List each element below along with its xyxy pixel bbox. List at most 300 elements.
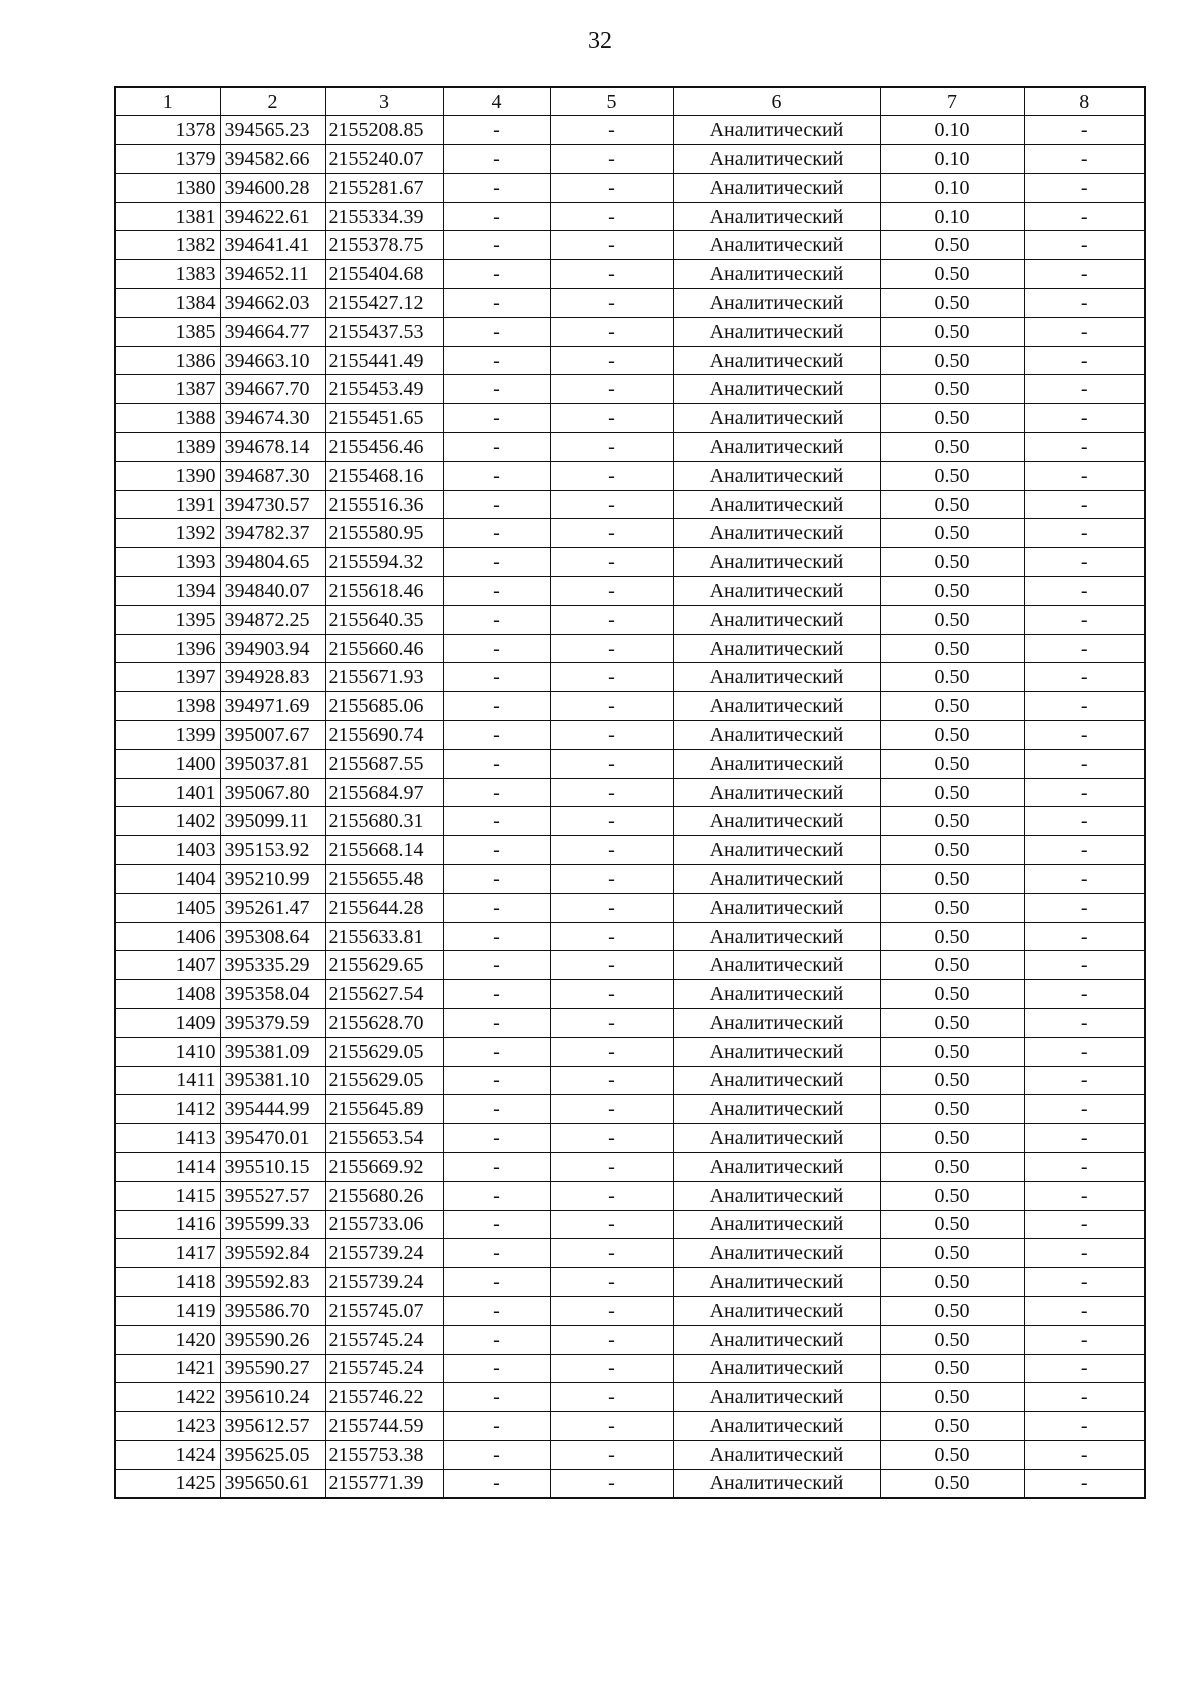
table-row <box>115 548 1145 577</box>
column-5-cell: - <box>550 605 673 634</box>
column-4-cell: - <box>443 289 550 318</box>
column-5-cell: - <box>550 1296 673 1325</box>
accuracy-cell: 0.50 <box>880 1383 1024 1412</box>
x-coordinate-cell: 394652.11 <box>220 260 325 289</box>
point-number-cell: 1415 <box>115 1181 220 1210</box>
method-cell: Аналитический <box>673 1152 880 1181</box>
method-cell: Аналитический <box>673 893 880 922</box>
point-number-cell: 1390 <box>115 461 220 490</box>
table-row <box>115 375 1145 404</box>
table-row <box>115 404 1145 433</box>
y-coordinate-cell: 2155281.67 <box>325 173 443 202</box>
x-coordinate-cell: 394782.37 <box>220 519 325 548</box>
y-coordinate-cell: 2155645.89 <box>325 1095 443 1124</box>
point-number-cell: 1416 <box>115 1210 220 1239</box>
method-cell: Аналитический <box>673 1354 880 1383</box>
x-coordinate-cell: 395470.01 <box>220 1124 325 1153</box>
column-5-cell: - <box>550 721 673 750</box>
column-5-cell: - <box>550 1239 673 1268</box>
y-coordinate-cell: 2155580.95 <box>325 519 443 548</box>
column-8-cell: - <box>1024 1037 1145 1066</box>
method-cell: Аналитический <box>673 202 880 231</box>
accuracy-cell: 0.50 <box>880 1412 1024 1441</box>
table-row <box>115 951 1145 980</box>
column-4-cell: - <box>443 951 550 980</box>
column-5-cell: - <box>550 433 673 462</box>
column-4-cell: - <box>443 980 550 1009</box>
column-8-cell: - <box>1024 260 1145 289</box>
table-row <box>115 922 1145 951</box>
method-cell: Аналитический <box>673 289 880 318</box>
x-coordinate-cell: 395510.15 <box>220 1152 325 1181</box>
column-4-cell: - <box>443 1296 550 1325</box>
y-coordinate-cell: 2155456.46 <box>325 433 443 462</box>
point-number-cell: 1392 <box>115 519 220 548</box>
accuracy-cell: 0.10 <box>880 116 1024 145</box>
point-number-cell: 1408 <box>115 980 220 1009</box>
column-5-cell: - <box>550 1469 673 1498</box>
x-coordinate-cell: 395610.24 <box>220 1383 325 1412</box>
column-8-cell: - <box>1024 548 1145 577</box>
column-8-cell: - <box>1024 202 1145 231</box>
method-cell: Аналитический <box>673 461 880 490</box>
point-number-cell: 1405 <box>115 893 220 922</box>
column-8-cell: - <box>1024 519 1145 548</box>
column-8-cell: - <box>1024 375 1145 404</box>
column-5-cell: - <box>550 749 673 778</box>
x-coordinate-cell: 395592.83 <box>220 1268 325 1297</box>
column-header-2: 2 <box>220 87 325 116</box>
method-cell: Аналитический <box>673 519 880 548</box>
column-5-cell: - <box>550 1009 673 1038</box>
point-number-cell: 1425 <box>115 1469 220 1498</box>
method-cell: Аналитический <box>673 173 880 202</box>
column-8-cell: - <box>1024 1124 1145 1153</box>
table-row <box>115 519 1145 548</box>
column-8-cell: - <box>1024 605 1145 634</box>
column-4-cell: - <box>443 1469 550 1498</box>
accuracy-cell: 0.10 <box>880 173 1024 202</box>
accuracy-cell: 0.50 <box>880 1325 1024 1354</box>
column-4-cell: - <box>443 1210 550 1239</box>
accuracy-cell: 0.50 <box>880 1095 1024 1124</box>
y-coordinate-cell: 2155240.07 <box>325 145 443 174</box>
x-coordinate-cell: 394600.28 <box>220 173 325 202</box>
column-4-cell: - <box>443 548 550 577</box>
accuracy-cell: 0.50 <box>880 778 1024 807</box>
y-coordinate-cell: 2155208.85 <box>325 116 443 145</box>
column-4-cell: - <box>443 577 550 606</box>
page-number: 32 <box>588 28 612 54</box>
method-cell: Аналитический <box>673 433 880 462</box>
y-coordinate-cell: 2155618.46 <box>325 577 443 606</box>
point-number-cell: 1394 <box>115 577 220 606</box>
column-8-cell: - <box>1024 1009 1145 1038</box>
column-5-cell: - <box>550 202 673 231</box>
point-number-cell: 1409 <box>115 1009 220 1038</box>
x-coordinate-cell: 395099.11 <box>220 807 325 836</box>
column-4-cell: - <box>443 116 550 145</box>
x-coordinate-cell: 395444.99 <box>220 1095 325 1124</box>
column-4-cell: - <box>443 721 550 750</box>
column-4-cell: - <box>443 375 550 404</box>
y-coordinate-cell: 2155687.55 <box>325 749 443 778</box>
method-cell: Аналитический <box>673 260 880 289</box>
point-number-cell: 1419 <box>115 1296 220 1325</box>
table-row <box>115 663 1145 692</box>
column-8-cell: - <box>1024 836 1145 865</box>
table-row <box>115 1354 1145 1383</box>
column-4-cell: - <box>443 893 550 922</box>
y-coordinate-cell: 2155334.39 <box>325 202 443 231</box>
method-cell: Аналитический <box>673 663 880 692</box>
point-number-cell: 1414 <box>115 1152 220 1181</box>
column-5-cell: - <box>550 1210 673 1239</box>
accuracy-cell: 0.50 <box>880 433 1024 462</box>
table-row <box>115 721 1145 750</box>
column-4-cell: - <box>443 1354 550 1383</box>
y-coordinate-cell: 2155771.39 <box>325 1469 443 1498</box>
x-coordinate-cell: 395381.10 <box>220 1066 325 1095</box>
column-4-cell: - <box>443 145 550 174</box>
method-cell: Аналитический <box>673 836 880 865</box>
column-5-cell: - <box>550 1440 673 1469</box>
point-number-cell: 1402 <box>115 807 220 836</box>
column-4-cell: - <box>443 346 550 375</box>
column-8-cell: - <box>1024 231 1145 260</box>
x-coordinate-cell: 394687.30 <box>220 461 325 490</box>
column-5-cell: - <box>550 807 673 836</box>
accuracy-cell: 0.50 <box>880 865 1024 894</box>
x-coordinate-cell: 395153.92 <box>220 836 325 865</box>
column-5-cell: - <box>550 548 673 577</box>
column-5-cell: - <box>550 260 673 289</box>
point-number-cell: 1380 <box>115 173 220 202</box>
column-8-cell: - <box>1024 1181 1145 1210</box>
method-cell: Аналитический <box>673 317 880 346</box>
column-8-cell: - <box>1024 433 1145 462</box>
table-row <box>115 260 1145 289</box>
point-number-cell: 1397 <box>115 663 220 692</box>
point-number-cell: 1395 <box>115 605 220 634</box>
point-number-cell: 1423 <box>115 1412 220 1441</box>
x-coordinate-cell: 395599.33 <box>220 1210 325 1239</box>
column-4-cell: - <box>443 1412 550 1441</box>
method-cell: Аналитический <box>673 1009 880 1038</box>
column-5-cell: - <box>550 577 673 606</box>
column-4-cell: - <box>443 433 550 462</box>
x-coordinate-cell: 395592.84 <box>220 1239 325 1268</box>
column-5-cell: - <box>550 317 673 346</box>
method-cell: Аналитический <box>673 951 880 980</box>
y-coordinate-cell: 2155437.53 <box>325 317 443 346</box>
column-4-cell: - <box>443 1095 550 1124</box>
column-5-cell: - <box>550 1152 673 1181</box>
method-cell: Аналитический <box>673 721 880 750</box>
column-4-cell: - <box>443 605 550 634</box>
accuracy-cell: 0.50 <box>880 836 1024 865</box>
x-coordinate-cell: 394582.66 <box>220 145 325 174</box>
table-row <box>115 1037 1145 1066</box>
point-number-cell: 1396 <box>115 634 220 663</box>
x-coordinate-cell: 394678.14 <box>220 433 325 462</box>
column-8-cell: - <box>1024 116 1145 145</box>
column-8-cell: - <box>1024 721 1145 750</box>
method-cell: Аналитический <box>673 1239 880 1268</box>
column-5-cell: - <box>550 663 673 692</box>
x-coordinate-cell: 394928.83 <box>220 663 325 692</box>
column-4-cell: - <box>443 202 550 231</box>
column-8-cell: - <box>1024 1412 1145 1441</box>
column-8-cell: - <box>1024 980 1145 1009</box>
column-8-cell: - <box>1024 490 1145 519</box>
accuracy-cell: 0.50 <box>880 346 1024 375</box>
accuracy-cell: 0.50 <box>880 1066 1024 1095</box>
point-number-cell: 1406 <box>115 922 220 951</box>
column-4-cell: - <box>443 865 550 894</box>
method-cell: Аналитический <box>673 577 880 606</box>
method-cell: Аналитический <box>673 490 880 519</box>
x-coordinate-cell: 395381.09 <box>220 1037 325 1066</box>
column-4-cell: - <box>443 1440 550 1469</box>
x-coordinate-cell: 394903.94 <box>220 634 325 663</box>
point-number-cell: 1418 <box>115 1268 220 1297</box>
y-coordinate-cell: 2155685.06 <box>325 692 443 721</box>
y-coordinate-cell: 2155633.81 <box>325 922 443 951</box>
x-coordinate-cell: 394662.03 <box>220 289 325 318</box>
accuracy-cell: 0.50 <box>880 231 1024 260</box>
method-cell: Аналитический <box>673 116 880 145</box>
x-coordinate-cell: 395037.81 <box>220 749 325 778</box>
accuracy-cell: 0.50 <box>880 375 1024 404</box>
table-row <box>115 1239 1145 1268</box>
column-8-cell: - <box>1024 1095 1145 1124</box>
accuracy-cell: 0.10 <box>880 202 1024 231</box>
column-5-cell: - <box>550 692 673 721</box>
point-number-cell: 1401 <box>115 778 220 807</box>
point-number-cell: 1379 <box>115 145 220 174</box>
point-number-cell: 1412 <box>115 1095 220 1124</box>
table-row <box>115 1181 1145 1210</box>
x-coordinate-cell: 394641.41 <box>220 231 325 260</box>
point-number-cell: 1381 <box>115 202 220 231</box>
y-coordinate-cell: 2155468.16 <box>325 461 443 490</box>
method-cell: Аналитический <box>673 865 880 894</box>
column-5-cell: - <box>550 865 673 894</box>
column-8-cell: - <box>1024 634 1145 663</box>
column-5-cell: - <box>550 490 673 519</box>
accuracy-cell: 0.50 <box>880 1152 1024 1181</box>
column-8-cell: - <box>1024 1354 1145 1383</box>
column-header-8: 8 <box>1024 87 1145 116</box>
method-cell: Аналитический <box>673 1469 880 1498</box>
accuracy-cell: 0.50 <box>880 490 1024 519</box>
column-8-cell: - <box>1024 807 1145 836</box>
x-coordinate-cell: 395586.70 <box>220 1296 325 1325</box>
method-cell: Аналитический <box>673 1210 880 1239</box>
column-5-cell: - <box>550 1066 673 1095</box>
x-coordinate-cell: 395650.61 <box>220 1469 325 1498</box>
column-4-cell: - <box>443 1325 550 1354</box>
y-coordinate-cell: 2155628.70 <box>325 1009 443 1038</box>
table-row <box>115 461 1145 490</box>
y-coordinate-cell: 2155453.49 <box>325 375 443 404</box>
y-coordinate-cell: 2155733.06 <box>325 1210 443 1239</box>
column-5-cell: - <box>550 980 673 1009</box>
accuracy-cell: 0.50 <box>880 605 1024 634</box>
method-cell: Аналитический <box>673 1181 880 1210</box>
x-coordinate-cell: 395379.59 <box>220 1009 325 1038</box>
y-coordinate-cell: 2155627.54 <box>325 980 443 1009</box>
column-5-cell: - <box>550 461 673 490</box>
table-row <box>115 289 1145 318</box>
y-coordinate-cell: 2155671.93 <box>325 663 443 692</box>
method-cell: Аналитический <box>673 980 880 1009</box>
column-5-cell: - <box>550 778 673 807</box>
column-5-cell: - <box>550 1095 673 1124</box>
column-5-cell: - <box>550 231 673 260</box>
column-8-cell: - <box>1024 778 1145 807</box>
table-row <box>115 1412 1145 1441</box>
method-cell: Аналитический <box>673 1296 880 1325</box>
method-cell: Аналитический <box>673 778 880 807</box>
point-number-cell: 1422 <box>115 1383 220 1412</box>
accuracy-cell: 0.50 <box>880 1124 1024 1153</box>
x-coordinate-cell: 395590.26 <box>220 1325 325 1354</box>
table-row <box>115 1325 1145 1354</box>
table-row <box>115 577 1145 606</box>
y-coordinate-cell: 2155680.31 <box>325 807 443 836</box>
point-number-cell: 1382 <box>115 231 220 260</box>
table-row <box>115 807 1145 836</box>
y-coordinate-cell: 2155739.24 <box>325 1239 443 1268</box>
column-4-cell: - <box>443 1124 550 1153</box>
column-5-cell: - <box>550 519 673 548</box>
column-8-cell: - <box>1024 663 1145 692</box>
column-8-cell: - <box>1024 749 1145 778</box>
column-8-cell: - <box>1024 951 1145 980</box>
x-coordinate-cell: 395067.80 <box>220 778 325 807</box>
y-coordinate-cell: 2155516.36 <box>325 490 443 519</box>
point-number-cell: 1420 <box>115 1325 220 1354</box>
column-8-cell: - <box>1024 1440 1145 1469</box>
point-number-cell: 1407 <box>115 951 220 980</box>
column-4-cell: - <box>443 778 550 807</box>
point-number-cell: 1417 <box>115 1239 220 1268</box>
method-cell: Аналитический <box>673 1325 880 1354</box>
column-4-cell: - <box>443 404 550 433</box>
column-5-cell: - <box>550 289 673 318</box>
accuracy-cell: 0.50 <box>880 634 1024 663</box>
column-4-cell: - <box>443 692 550 721</box>
column-5-cell: - <box>550 404 673 433</box>
accuracy-cell: 0.50 <box>880 317 1024 346</box>
table-row <box>115 1296 1145 1325</box>
accuracy-cell: 0.50 <box>880 548 1024 577</box>
y-coordinate-cell: 2155404.68 <box>325 260 443 289</box>
point-number-cell: 1399 <box>115 721 220 750</box>
column-5-cell: - <box>550 1325 673 1354</box>
table-row <box>115 173 1145 202</box>
y-coordinate-cell: 2155644.28 <box>325 893 443 922</box>
point-number-cell: 1410 <box>115 1037 220 1066</box>
column-5-cell: - <box>550 1412 673 1441</box>
method-cell: Аналитический <box>673 807 880 836</box>
table-row <box>115 433 1145 462</box>
column-header-5: 5 <box>550 87 673 116</box>
point-number-cell: 1383 <box>115 260 220 289</box>
point-number-cell: 1413 <box>115 1124 220 1153</box>
column-4-cell: - <box>443 749 550 778</box>
point-number-cell: 1391 <box>115 490 220 519</box>
point-number-cell: 1424 <box>115 1440 220 1469</box>
y-coordinate-cell: 2155669.92 <box>325 1152 443 1181</box>
y-coordinate-cell: 2155668.14 <box>325 836 443 865</box>
method-cell: Аналитический <box>673 1412 880 1441</box>
x-coordinate-cell: 395210.99 <box>220 865 325 894</box>
table-row <box>115 980 1145 1009</box>
y-coordinate-cell: 2155594.32 <box>325 548 443 577</box>
y-coordinate-cell: 2155753.38 <box>325 1440 443 1469</box>
method-cell: Аналитический <box>673 145 880 174</box>
table-row <box>115 634 1145 663</box>
column-5-cell: - <box>550 634 673 663</box>
accuracy-cell: 0.50 <box>880 404 1024 433</box>
table-row <box>115 1152 1145 1181</box>
column-8-cell: - <box>1024 692 1145 721</box>
accuracy-cell: 0.50 <box>880 749 1024 778</box>
column-8-cell: - <box>1024 1296 1145 1325</box>
column-8-cell: - <box>1024 865 1145 894</box>
column-8-cell: - <box>1024 1383 1145 1412</box>
accuracy-cell: 0.50 <box>880 461 1024 490</box>
accuracy-cell: 0.50 <box>880 1440 1024 1469</box>
accuracy-cell: 0.50 <box>880 260 1024 289</box>
point-number-cell: 1386 <box>115 346 220 375</box>
header-row <box>115 87 1145 116</box>
table-row <box>115 145 1145 174</box>
table-row <box>115 317 1145 346</box>
point-number-cell: 1387 <box>115 375 220 404</box>
method-cell: Аналитический <box>673 375 880 404</box>
accuracy-cell: 0.50 <box>880 1268 1024 1297</box>
column-8-cell: - <box>1024 145 1145 174</box>
point-number-cell: 1389 <box>115 433 220 462</box>
accuracy-cell: 0.50 <box>880 1296 1024 1325</box>
method-cell: Аналитический <box>673 692 880 721</box>
table-row <box>115 490 1145 519</box>
method-cell: Аналитический <box>673 404 880 433</box>
column-4-cell: - <box>443 634 550 663</box>
column-8-cell: - <box>1024 346 1145 375</box>
table-body <box>115 116 1145 1498</box>
column-8-cell: - <box>1024 1066 1145 1095</box>
column-4-cell: - <box>443 1383 550 1412</box>
y-coordinate-cell: 2155653.54 <box>325 1124 443 1153</box>
column-4-cell: - <box>443 836 550 865</box>
column-8-cell: - <box>1024 1239 1145 1268</box>
y-coordinate-cell: 2155655.48 <box>325 865 443 894</box>
table-row <box>115 231 1145 260</box>
column-5-cell: - <box>550 1354 673 1383</box>
accuracy-cell: 0.50 <box>880 1181 1024 1210</box>
column-4-cell: - <box>443 1152 550 1181</box>
point-number-cell: 1400 <box>115 749 220 778</box>
column-5-cell: - <box>550 346 673 375</box>
y-coordinate-cell: 2155378.75 <box>325 231 443 260</box>
y-coordinate-cell: 2155629.65 <box>325 951 443 980</box>
x-coordinate-cell: 395527.57 <box>220 1181 325 1210</box>
